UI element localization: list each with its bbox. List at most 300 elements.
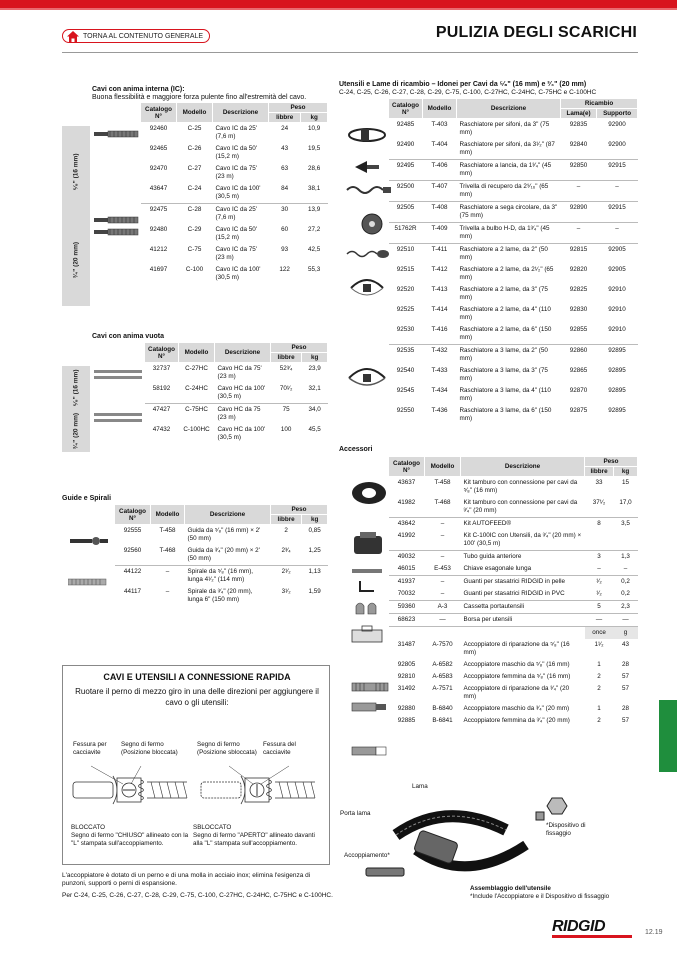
assembly-label-porta-lama: Porta lama [340, 810, 371, 817]
qc-right-label-a: Segno di fermo (Posizione sbloccata) [197, 741, 257, 756]
cell-cat: 92880 [397, 705, 416, 712]
cell-lb: 30 [269, 204, 301, 225]
logo-underline [552, 935, 632, 938]
cell-lb: 122 [279, 266, 290, 273]
table-row [389, 345, 638, 366]
cell-mod: T-436 [431, 407, 448, 414]
cell-mod: T-432 [423, 345, 457, 366]
cell-lb: ¹⁄₂ [596, 590, 602, 597]
cell-mod: A-7570 [432, 641, 453, 648]
assembly-note: *Include l'Accoppiatore e il Dispositivo di fissaggio [470, 893, 610, 900]
cell-mod: B-6841 [432, 717, 453, 724]
table-row [389, 284, 638, 304]
cell-cat: 49032 [389, 551, 425, 564]
cell-sup: – [597, 181, 638, 202]
cell-desc: Raschiatore a 2 lame, da 6" (150 mm) [459, 326, 552, 341]
cell-mod: T-411 [423, 244, 457, 265]
cell-cat: 92560 [123, 547, 142, 554]
cell-lama: 92815 [561, 244, 597, 265]
cell-kg: – [623, 565, 628, 572]
table-row [389, 614, 638, 627]
cell-cat: 41697 [149, 266, 168, 273]
cell-lb: 1 [597, 705, 601, 712]
cell-mod: T-403 [431, 121, 448, 128]
g-col-peso: Peso [271, 505, 328, 515]
assembly-label-dispositivo: *Dispositivo di fissaggio [546, 822, 586, 837]
cell-desc: Accoppiatore femmina da ³⁄₄" (20 mm) [463, 717, 570, 724]
cell-kg: 13,9 [301, 204, 328, 225]
cell-mod: T-407 [423, 181, 457, 202]
cell-kg: 1,59 [308, 588, 321, 595]
drum-kit-image [350, 480, 388, 506]
cell-cat: 92470 [149, 165, 168, 172]
cell-mod: T-408 [423, 202, 457, 223]
table-row [145, 383, 328, 404]
cell-desc: Cavo IC da 100' (30,5 m) [215, 185, 261, 200]
table-row [389, 497, 638, 518]
retrieving-auger-image [345, 183, 393, 197]
gloves-image [352, 600, 382, 616]
qc-unlocked-title: SBLOCCATO [193, 824, 232, 831]
page-title: PULIZIA DEGLI SCARICHI [435, 24, 637, 41]
utensili-table [388, 98, 638, 425]
qc-unlocked-text: Segno di fermo "APERTO" allineato davanti alla "L" stampata sull'accoppiamento. [193, 832, 315, 847]
table-row [115, 586, 328, 606]
cell-lb: 24 [281, 125, 289, 132]
table-row [141, 143, 328, 163]
cell-mod: T-412 [431, 266, 448, 273]
cell-lama: – [561, 181, 597, 202]
cell-lama: 92890 [561, 202, 597, 223]
cell-kg: 57 [622, 717, 630, 724]
back-to-contents-link[interactable] [62, 29, 210, 43]
cell-kg: 28 [622, 661, 630, 668]
cell-lama: 92870 [569, 387, 588, 394]
cell-lb: 60 [281, 226, 289, 233]
cell-desc: Guanti per stasatrici RIDGID in PVC [463, 590, 565, 597]
cell-kg [614, 530, 638, 551]
table-row [389, 715, 638, 727]
cell-lama: 92820 [569, 266, 588, 273]
cell-sup: 92910 [608, 326, 626, 333]
cell-lb: 63 [281, 165, 289, 172]
cell-cat: 32737 [152, 365, 171, 372]
cell-kg: 10,9 [308, 125, 321, 132]
table-row [141, 224, 328, 244]
cell-cat: 92490 [396, 141, 415, 148]
cell-mod: T-468 [434, 499, 451, 506]
cell-kg: 28 [622, 705, 630, 712]
table-row [389, 202, 638, 223]
cell-mod: T-404 [431, 141, 448, 148]
cell-lama: 92830 [569, 306, 588, 313]
cell-desc: Raschiatore per sifoni, da 3¹⁄₂" (87 mm) [459, 141, 555, 156]
qc-left-label-b: Segno di fermo (Posizione bloccata) [121, 741, 178, 756]
cell-mod: T-416 [431, 326, 448, 333]
cell-lb: 2³⁄₄ [281, 547, 291, 554]
cell-desc: Cavo IC da 75' (23 m) [215, 165, 257, 180]
cell-desc: Raschiatore a lancia, da 1³⁄₄" (45 mm) [457, 160, 561, 181]
cell-desc: Accoppiatore di riparazione da ⁵⁄₈" (16 mm) [463, 641, 570, 656]
col-catalogo: Catalogo N° [141, 103, 177, 123]
tool-assembly-illustration [356, 790, 586, 892]
cell-lama: 92860 [561, 345, 597, 366]
u-col-modello: Modello [423, 99, 457, 119]
table-row [389, 264, 638, 284]
cell-cat: 92885 [397, 717, 416, 724]
hc-group-label-16mm: ⁵⁄₈" (16 mm) [62, 366, 90, 409]
cell-lama: – [561, 223, 597, 244]
cell-mod: – [440, 532, 445, 539]
table-row [389, 119, 638, 140]
cell-cat: 92520 [396, 286, 415, 293]
cell-desc: Kit AUTOFEED® [461, 518, 585, 531]
table-row [115, 566, 328, 587]
cavi-hc-title: Cavi con anima vuota [92, 333, 164, 340]
cell-kg: 28,6 [308, 165, 321, 172]
assembly-label-accoppiamento: Accoppiamento* [344, 852, 390, 859]
cell-kg: 0,2 [621, 590, 630, 597]
footnote-models: Per C-24, C-25, C-26, C-27, C-28, C-29, C-75, C-100, C-27HC, C-24HC, C-75HC e C-100HC. [62, 892, 333, 899]
cell-mod: C-75 [187, 246, 202, 253]
cell-cat: 46015 [397, 565, 416, 572]
hex-key-image [358, 579, 376, 593]
cell-cat: 70032 [397, 590, 416, 597]
cavi-hc-table [144, 342, 328, 444]
cell-kg: 2,3 [614, 601, 638, 614]
cell-mod: T-406 [423, 160, 457, 181]
table-row [389, 671, 638, 683]
autofeed-image [350, 530, 386, 558]
cell-lb: 43 [281, 145, 289, 152]
coupling-locked-diagram [71, 764, 189, 816]
g-col-modello: Modello [151, 505, 185, 525]
table-row [145, 404, 328, 425]
back-link-label: TORNA AL CONTENUTO GENERALE [83, 32, 204, 40]
cell-sup: 92905 [597, 244, 638, 265]
repair-coupling-image [350, 680, 390, 694]
table-row [389, 324, 638, 345]
guide-table [114, 504, 328, 606]
trap-auger-image [345, 126, 389, 144]
g-col-libbre: libbre [271, 515, 302, 525]
cell-lb: 37¹⁄₂ [592, 499, 606, 506]
table-row [141, 183, 328, 204]
cell-desc: Cavo IC da 75' (23 m) [215, 246, 257, 261]
cell-cat: 92485 [396, 121, 415, 128]
cell-mod: T-414 [431, 306, 448, 313]
assembly-label-lama: Lama [412, 783, 428, 790]
cell-kg: 57 [622, 685, 630, 692]
cell-lb: 100 [280, 426, 292, 433]
cell-lb: 70¹⁄₂ [279, 385, 293, 392]
cell-cat: 92465 [149, 145, 168, 152]
cell-desc: Chiave esagonale lunga [463, 565, 532, 572]
header-divider [62, 52, 638, 53]
cell-mod: A-3 [425, 601, 461, 614]
cell-lb: 52³⁄₄ [279, 365, 293, 372]
cell-lama: 92825 [569, 286, 588, 293]
cell-cat: 92540 [396, 367, 415, 374]
cell-mod: T-434 [431, 387, 448, 394]
cell-mod: T-409 [423, 223, 457, 244]
utensili-subtitle: C-24, C-25, C-26, C-27, C-28, C-29, C-75, C-100, C-27HC, C-24HC, C-75HC e C-100HC [339, 89, 597, 96]
cell-desc: Raschiatore a 3 lame, da 4" (110 mm) [459, 387, 551, 402]
cell-desc: Accoppiatore maschio da ³⁄₄" (20 mm) [463, 705, 570, 712]
cell-kg: 32,1 [308, 385, 321, 392]
cell-desc: Tubo guida anteriore [461, 551, 585, 564]
cell-cat: 92495 [389, 160, 423, 181]
cell-desc: Borsa per utensili [461, 614, 585, 627]
table-row [389, 576, 638, 589]
cell-cat: 92550 [396, 407, 415, 414]
two-blade-cutter-image [345, 272, 389, 302]
table-row [389, 160, 638, 181]
cell-desc: Raschiatore a 3 lame, da 2" (50 mm) [457, 345, 561, 366]
cell-desc: Accoppiatore di riparazione da ³⁄₄" (20 mm) [463, 685, 570, 700]
a-col-peso: Peso [585, 457, 638, 467]
cell-sup: 92895 [608, 387, 626, 394]
cell-desc: Guida da ⁵⁄₈" (16 mm) × 2' (50 mm) [187, 527, 261, 542]
a-col-catalogo: Catalogo N° [389, 457, 425, 477]
table-row [389, 181, 638, 202]
cell-cat: 92515 [396, 266, 415, 273]
cell-desc: Raschiatore a 2 lame, da 2¹⁄₂" (65 mm) [459, 266, 554, 281]
cavi-ic-subtitle: Buona flessibilità e maggiore forza pulente fino all'estremità del cavo. [92, 94, 307, 101]
u-col-descrizione: Descrizione [457, 99, 561, 119]
a-col-kg: kg [614, 467, 638, 477]
cell-lb: – [597, 565, 601, 572]
cell-cat: 59360 [389, 601, 425, 614]
cell-desc: Cavo HC da 100' (30,5 m) [217, 426, 266, 441]
cell-desc: Raschiatore a 3 lame, da 6" (150 mm) [459, 407, 552, 422]
cell-lb: 8 [585, 518, 614, 531]
cell-sup: 92905 [608, 266, 626, 273]
cell-kg: 1,25 [308, 547, 321, 554]
cell-lb: 93 [281, 246, 289, 253]
qc-left-label-a: Fessura per cacciavite [73, 741, 107, 756]
u-col-catalogo: Catalogo N° [389, 99, 423, 119]
cell-lb: 75 [271, 404, 302, 425]
cell-desc: Accoppiatore femmina da ⁵⁄₈" (16 mm) [463, 673, 571, 680]
cell-lb: 1 [597, 661, 601, 668]
cell-mod: – [440, 590, 445, 597]
cell-kg: 0,2 [614, 576, 638, 589]
spear-head-image [353, 160, 383, 174]
cell-desc: Cavo HC da 75 (23 m) [215, 404, 271, 425]
cell-sup: 92900 [608, 121, 626, 128]
cell-kg: — [614, 614, 638, 627]
cell-mod: C-24 [187, 185, 202, 192]
cell-desc: Trivella di recupero da 2⁹⁄₁₆" (65 mm) [457, 181, 561, 202]
hc-col-kg: kg [302, 353, 328, 363]
cell-mod: E-453 [434, 565, 451, 572]
accessori-table [388, 456, 638, 727]
cell-cat: 92500 [389, 181, 423, 202]
cell-mod: – [425, 576, 461, 589]
male-coupling-image [350, 700, 390, 714]
cable-ic-20-image-b [94, 228, 140, 236]
hc-col-libbre: libbre [271, 353, 302, 363]
table-row [141, 163, 328, 183]
cell-desc: Cavo IC da 25' (7,6 m) [215, 125, 257, 140]
cell-cat: 41937 [389, 576, 425, 589]
cell-mod: – [425, 551, 461, 564]
cell-mod: T-433 [431, 367, 448, 374]
cell-cat: 43642 [389, 518, 425, 531]
utensili-title: Utensili e Lame di ricambio – Idonei per Cavi da ⁵⁄₈" (16 mm) e ³⁄₄" (20 mm) [339, 81, 587, 88]
cell-desc: Cavo HC da 75' (23 m) [217, 365, 262, 380]
cell-desc: Kit tamburo con connessione per cavi da ³⁄₄" (20 mm) [463, 499, 578, 514]
cell-cat: 92555 [123, 527, 142, 534]
cell-cat: 51762R [389, 223, 423, 244]
cell-desc: Spirale da ⁵⁄₈" (16 mm), lunga 4¹⁄₂" (114 mm) [185, 566, 271, 587]
g-col-kg: kg [302, 515, 328, 525]
table-row [389, 223, 638, 244]
cell-mod: C-75HC [179, 404, 215, 425]
accessori-title: Accessori [339, 446, 373, 453]
cell-kg: 45,5 [308, 426, 321, 433]
table-row [141, 123, 328, 144]
cell-cat: 47432 [152, 426, 171, 433]
cable-ic-20-image-a [94, 216, 140, 224]
cell-lb [585, 530, 614, 551]
table-row [389, 365, 638, 385]
cell-cat: 43637 [397, 479, 416, 486]
cell-lb: 33 [595, 479, 603, 486]
cell-lama: 92840 [569, 141, 588, 148]
cell-kg: 38,1 [308, 185, 321, 192]
cell-lb: 3¹⁄₂ [281, 588, 291, 595]
table-row [389, 477, 638, 498]
table-row [389, 601, 638, 614]
cell-sup: 92895 [608, 367, 626, 374]
cell-mod: C-25 [187, 125, 202, 132]
cell-cat: 41982 [397, 499, 416, 506]
cell-kg: 34,0 [302, 404, 328, 425]
cell-desc: Raschiatore per sifoni, da 3" (75 mm) [459, 121, 550, 136]
cell-mod: A-6582 [432, 661, 453, 668]
cell-kg: 55,3 [308, 266, 321, 273]
table-row [145, 363, 328, 384]
group-label-16mm: ⁵⁄₈" (16 mm) [62, 126, 90, 218]
quick-connect-title: CAVI E UTENSILI A CONNESSIONE RAPIDA [103, 672, 291, 682]
quick-connect-subtitle: Ruotare il perno di mezzo giro in una delle direzioni per aggiungere il cavo o gli utensili: [75, 687, 319, 707]
cell-kg: 57 [622, 673, 630, 680]
cell-desc: Cavo HC da 100' (30,5 m) [217, 385, 266, 400]
u-col-ricambio: Ricambio [561, 99, 638, 109]
cell-cat: 92545 [396, 387, 415, 394]
cell-lama: 92850 [561, 160, 597, 181]
cell-desc: Cavo IC da 50' (15,2 m) [215, 145, 257, 160]
cell-desc: Raschiatore a 2 lame, da 2" (50 mm) [457, 244, 561, 265]
table-row [145, 424, 328, 444]
cell-cat: 58192 [152, 385, 171, 392]
cell-lb: 2 [597, 717, 601, 724]
footnote-coupling: L'accoppiatore è dotato di un perno e di una molla in acciaio inox; elimina l'esigenza di punzoni, supporti o perni di espansione. [62, 872, 311, 887]
table-row [389, 639, 638, 659]
cell-kg: 1,3 [614, 551, 638, 564]
cell-cat: 92505 [389, 202, 423, 223]
cavi-ic-table [140, 102, 328, 284]
table-row [389, 703, 638, 715]
cell-mod: B-6840 [432, 705, 453, 712]
table-row [389, 659, 638, 671]
table-row [389, 385, 638, 405]
cell-mod: C-27 [187, 165, 202, 172]
u-col-lama: Lama(e) [561, 109, 597, 119]
unit-label: g [614, 627, 638, 640]
cell-cat: 31487 [397, 641, 416, 648]
table-row [115, 545, 328, 566]
hc-col-peso: Peso [271, 343, 328, 353]
cell-desc: Trivella a bulbo H-D, da 1³⁄₄" (45 mm) [457, 223, 561, 244]
cell-desc: Raschiatore a sega circolare, da 3" (75 mm) [457, 202, 561, 223]
table-row [389, 405, 638, 425]
cell-desc: Kit C-100IC con Utensili, da ³⁄₄" (20 mm) × 100' (30,5 m) [463, 532, 582, 547]
cell-mod: C-100 [185, 266, 204, 273]
cell-mod: C-100HC [183, 426, 210, 433]
cell-desc: Guida da ³⁄₄" (20 mm) × 2' (50 mm) [187, 547, 260, 562]
cell-desc: Accoppiatore maschio da ⁵⁄₈" (16 mm) [463, 661, 570, 668]
table-row [389, 139, 638, 160]
cell-lb: — [585, 614, 614, 627]
cell-sup: 92910 [608, 286, 626, 293]
qc-locked-text: Segno di fermo "CHIUSO" allineato con la "L" stampata sull'accoppiamento. [71, 832, 189, 847]
cell-mod: T-458 [159, 527, 176, 534]
table-row [389, 518, 638, 531]
cell-cat: 92535 [389, 345, 423, 366]
col-peso: Peso [269, 103, 328, 113]
cell-cat: 47427 [145, 404, 179, 425]
cell-lb: 84 [281, 185, 289, 192]
cell-desc: Raschiatore a 2 lame, da 4" (110 mm) [459, 306, 551, 321]
page-number: 12.19 [645, 929, 663, 936]
cell-desc: Raschiatore a 3 lame, da 3" (75 mm) [459, 367, 548, 382]
qc-locked-title: BLOCCATO [71, 824, 106, 831]
cell-sup: 92915 [597, 160, 638, 181]
toolbox-image [350, 624, 384, 644]
cell-mod: T-468 [159, 547, 176, 554]
table-row [389, 530, 638, 551]
cell-cat: 44117 [123, 588, 142, 595]
cell-mod: A-6583 [432, 673, 453, 680]
three-blade-cutter-image [345, 362, 389, 392]
table-row [389, 551, 638, 564]
cell-cat: 92460 [149, 125, 168, 132]
cell-lama: 92855 [569, 326, 588, 333]
cell-sup: 92895 [608, 407, 626, 414]
cell-cat: 41212 [149, 246, 168, 253]
cell-kg: 27,2 [308, 226, 321, 233]
group-label-20mm: ³⁄₄" (20 mm) [62, 214, 90, 306]
cable-ic-16-image [94, 130, 140, 138]
cell-cat: 92525 [396, 306, 415, 313]
cell-cat: 92805 [397, 661, 416, 668]
cell-desc: Cavo IC da 50' (15,2 m) [215, 226, 257, 241]
table-row [141, 204, 328, 225]
top-red-bar [0, 0, 677, 8]
cell-lb: 2 [597, 685, 601, 692]
cell-kg: 15 [622, 479, 630, 486]
cell-cat: 92810 [397, 673, 416, 680]
cell-desc: Kit tamburo con connessione per cavi da ⁵⁄₈" (16 mm) [463, 479, 578, 494]
hc-group-label-20mm: ³⁄₄" (20 mm) [62, 409, 90, 452]
cell-lb: 5 [585, 601, 614, 614]
cell-mod: T-413 [431, 286, 448, 293]
cell-sup: – [597, 223, 638, 244]
section-side-tab [659, 700, 677, 772]
